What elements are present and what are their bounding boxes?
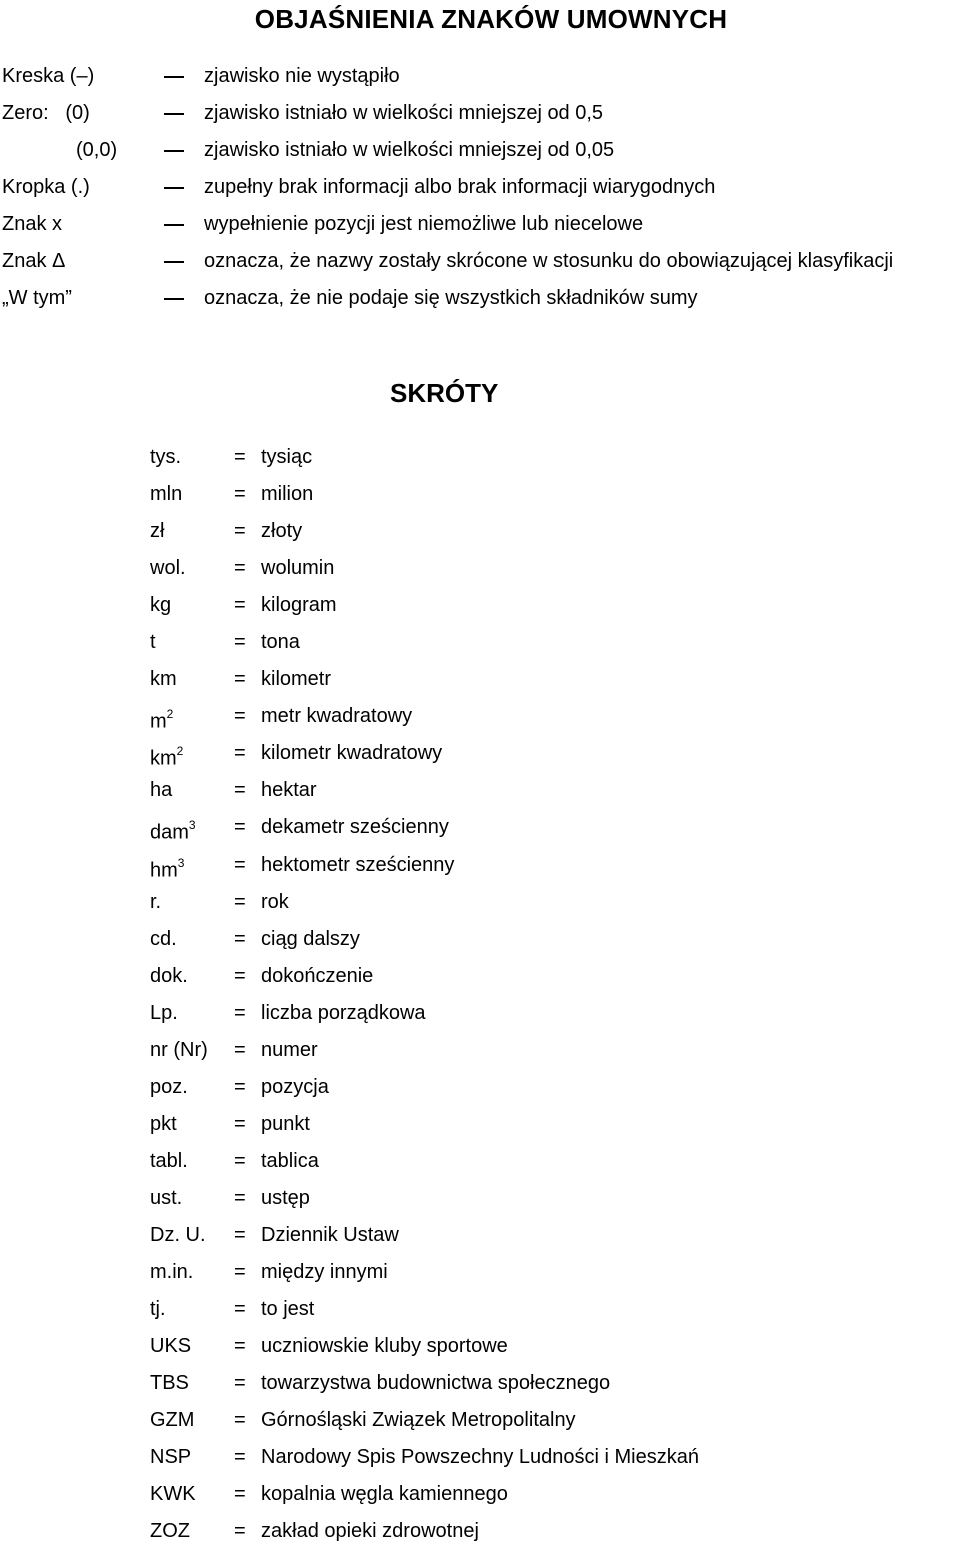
dash-separator	[164, 298, 184, 300]
abbreviation-row	[0, 1069, 960, 1106]
equals-sign: =	[234, 1298, 246, 1321]
abbreviation-meaning: pozycja	[261, 1075, 329, 1098]
dash-separator	[164, 150, 184, 152]
symbol-row	[0, 169, 960, 206]
symbols-legend	[0, 58, 960, 317]
symbol-description: oznacza, że nie podaje się wszystkich składników sumy	[204, 287, 698, 309]
abbreviation-text: m	[150, 710, 167, 733]
abbreviation-text: cd.	[150, 927, 177, 950]
abbreviation-row	[0, 1328, 960, 1365]
dash-separator	[164, 113, 184, 115]
equals-sign: =	[234, 668, 246, 691]
abbreviation-text: Dz. U.	[150, 1223, 206, 1246]
abbreviation-row	[0, 624, 960, 661]
abbreviation-text: UKS	[150, 1335, 192, 1358]
abbreviation-exponent: 2	[166, 707, 174, 722]
abbreviation-term	[150, 995, 178, 1032]
abbreviation-term	[150, 661, 177, 698]
abbreviation-row	[0, 1476, 960, 1513]
abbreviation-term	[150, 1254, 193, 1291]
symbol-term: Zero: (0)	[2, 102, 90, 124]
abbreviation-row	[0, 587, 960, 624]
abbreviation-text: TBS	[150, 1372, 189, 1395]
equals-sign: =	[234, 742, 246, 765]
equals-sign: =	[234, 1261, 246, 1284]
abbreviation-text: t	[150, 631, 156, 654]
abbreviation-meaning: liczba porządkowa	[261, 1001, 426, 1024]
symbol-term: (0,0)	[76, 139, 118, 161]
equals-sign: =	[234, 1335, 246, 1358]
abbreviations-heading: SKRÓTY	[390, 378, 499, 408]
abbreviation-text: tys.	[150, 446, 182, 468]
abbreviation-text: km	[150, 748, 177, 771]
abbreviation-meaning: metr kwadratowy	[261, 705, 413, 728]
abbreviation-text: hm	[150, 859, 178, 882]
abbreviation-row	[0, 476, 960, 513]
abbreviation-row	[0, 1402, 960, 1439]
abbreviation-text: kg	[150, 594, 172, 617]
abbreviation-term	[150, 1032, 208, 1069]
abbreviation-term	[150, 921, 177, 958]
abbreviation-text: m.in.	[150, 1261, 194, 1284]
abbreviation-row	[0, 1143, 960, 1180]
equals-sign: =	[234, 1075, 246, 1098]
abbreviation-row	[0, 1106, 960, 1143]
abbreviation-term	[150, 1328, 191, 1365]
equals-sign: =	[234, 1001, 246, 1024]
equals-sign: =	[234, 1038, 246, 1061]
abbreviation-text: mln	[150, 483, 183, 506]
equals-sign: =	[234, 1446, 246, 1469]
abbreviation-text: wol.	[150, 557, 186, 580]
abbreviation-meaning: wolumin	[261, 557, 335, 580]
abbreviation-meaning: ciąg dalszy	[261, 927, 360, 950]
abbreviation-meaning: Narodowy Spis Powszechny Ludności i Mieszkań	[261, 1446, 699, 1469]
abbreviation-text: km	[150, 668, 177, 691]
abbreviation-meaning: tona	[261, 631, 300, 654]
dash-separator	[164, 261, 184, 263]
symbol-row	[0, 95, 960, 132]
abbreviation-row	[0, 439, 960, 476]
equals-sign: =	[234, 594, 246, 617]
equals-sign: =	[234, 705, 246, 728]
abbreviation-row	[0, 809, 960, 846]
abbreviation-meaning: numer	[261, 1038, 318, 1061]
abbreviation-meaning: kilometr kwadratowy	[261, 742, 443, 765]
abbreviation-meaning: hektometr sześcienny	[261, 853, 455, 876]
abbreviation-row	[0, 698, 960, 735]
equals-sign: =	[234, 631, 246, 654]
abbreviation-term	[150, 1402, 194, 1439]
abbreviation-meaning: uczniowskie kluby sportowe	[261, 1335, 508, 1358]
page-title: OBJAŚNIENIA ZNAKÓW UMOWNYCH	[254, 4, 728, 34]
abbreviation-row	[0, 1217, 960, 1254]
equals-sign: =	[234, 1409, 246, 1432]
symbol-row	[0, 280, 960, 317]
abbreviation-row	[0, 995, 960, 1032]
abbreviation-text: ust.	[150, 1186, 183, 1209]
abbreviation-text: GZM	[150, 1409, 195, 1432]
abbreviation-text: poz.	[150, 1075, 188, 1098]
abbreviation-row	[0, 958, 960, 995]
abbreviation-text: tabl.	[150, 1149, 188, 1172]
dash-separator	[164, 187, 184, 189]
dash-separator	[164, 76, 184, 78]
equals-sign: =	[234, 1520, 246, 1543]
equals-sign: =	[234, 1372, 246, 1395]
symbol-row	[0, 58, 960, 95]
abbreviation-text: dam	[150, 822, 189, 845]
abbreviation-row	[0, 735, 960, 772]
abbreviation-text: zł	[150, 520, 165, 543]
abbreviation-meaning: tablica	[261, 1149, 319, 1172]
abbreviation-term	[150, 624, 156, 661]
dash-separator	[164, 224, 184, 226]
equals-sign: =	[234, 483, 246, 506]
abbreviation-term	[150, 1069, 188, 1106]
equals-sign: =	[234, 816, 246, 839]
abbreviation-term	[150, 1106, 177, 1143]
abbreviation-meaning: Dziennik Ustaw	[261, 1223, 399, 1246]
abbreviations-list	[0, 439, 960, 1550]
equals-sign: =	[234, 1149, 246, 1172]
abbreviation-row	[0, 921, 960, 958]
abbreviation-exponent: 2	[176, 744, 184, 759]
abbreviation-term	[150, 439, 181, 476]
abbreviation-term	[150, 884, 161, 921]
abbreviation-term	[150, 1439, 191, 1476]
equals-sign: =	[234, 779, 246, 802]
abbreviation-meaning: złoty	[261, 520, 303, 543]
symbol-description: oznacza, że nazwy zostały skrócone w stosunku do obowiązującej klasyfikacji	[204, 250, 894, 272]
symbol-description: zupełny brak informacji albo brak informacji wiarygodnych	[204, 176, 716, 198]
abbreviation-row	[0, 1291, 960, 1328]
equals-sign: =	[234, 520, 246, 543]
abbreviation-term	[150, 772, 172, 809]
symbol-description: zjawisko nie wystąpiło	[204, 65, 400, 87]
abbreviation-exponent: 3	[188, 818, 196, 833]
abbreviation-term	[150, 1217, 206, 1254]
symbol-row	[0, 206, 960, 243]
equals-sign: =	[234, 1112, 246, 1135]
equals-sign: =	[234, 927, 246, 950]
abbreviation-text: ZOZ	[150, 1520, 190, 1543]
abbreviation-meaning: kilogram	[261, 594, 337, 617]
abbreviation-meaning: dokończenie	[261, 964, 374, 987]
abbreviation-term	[150, 550, 186, 587]
abbreviation-meaning: Górnośląski Związek Metropolitalny	[261, 1409, 576, 1432]
abbreviation-text: NSP	[150, 1446, 192, 1469]
abbreviation-meaning: ustęp	[261, 1186, 310, 1209]
abbreviation-term	[150, 1365, 189, 1402]
abbreviation-row	[0, 772, 960, 809]
abbreviation-row	[0, 847, 960, 884]
abbreviation-meaning: to jest	[261, 1298, 315, 1321]
symbol-term: Kreska (–)	[2, 65, 95, 87]
symbol-description: zjawisko istniało w wielkości mniejszej od 0,05	[204, 139, 615, 161]
equals-sign: =	[234, 1186, 246, 1209]
abbreviation-text: nr (Nr)	[150, 1038, 208, 1061]
equals-sign: =	[234, 446, 246, 468]
abbreviation-text: dok.	[150, 964, 188, 987]
equals-sign: =	[234, 1483, 246, 1506]
symbol-term: „W tym”	[2, 287, 72, 309]
abbreviation-text: ha	[150, 779, 173, 802]
abbreviation-text: KWK	[150, 1483, 196, 1506]
abbreviation-row	[0, 1439, 960, 1476]
symbol-row	[0, 132, 960, 169]
abbreviation-text: tj.	[150, 1298, 166, 1321]
equals-sign: =	[234, 1223, 246, 1246]
symbol-term: Kropka (.)	[2, 176, 90, 198]
abbreviation-meaning: tysiąc	[261, 446, 313, 468]
abbreviation-meaning: między innymi	[261, 1261, 388, 1284]
abbreviation-meaning: towarzystwa budownictwa społecznego	[261, 1372, 611, 1395]
abbreviation-term	[150, 958, 188, 995]
abbreviation-meaning: zakład opieki zdrowotnej	[261, 1520, 479, 1543]
abbreviation-term	[150, 1476, 196, 1513]
abbreviation-row	[0, 1365, 960, 1402]
symbol-description: wypełnienie pozycji jest niemożliwe lub niecelowe	[204, 213, 644, 235]
abbreviation-term	[150, 1143, 188, 1180]
abbreviation-row	[0, 884, 960, 921]
equals-sign: =	[234, 890, 246, 913]
abbreviation-meaning: punkt	[261, 1112, 310, 1135]
abbreviation-row	[0, 1254, 960, 1291]
abbreviation-text: pkt	[150, 1112, 177, 1135]
equals-sign: =	[234, 853, 246, 876]
abbreviation-row	[0, 550, 960, 587]
abbreviation-text: r.	[150, 890, 162, 913]
abbreviation-row	[0, 1180, 960, 1217]
equals-sign: =	[234, 964, 246, 987]
abbreviation-term	[150, 587, 171, 624]
abbreviation-row	[0, 661, 960, 698]
symbol-description: zjawisko istniało w wielkości mniejszej od 0,5	[204, 102, 604, 124]
abbreviation-meaning: rok	[261, 890, 289, 913]
abbreviation-term	[150, 513, 164, 550]
abbreviation-text: Lp.	[150, 1001, 178, 1024]
abbreviation-row	[0, 513, 960, 550]
abbreviation-exponent: 3	[177, 855, 185, 870]
abbreviation-term	[150, 1291, 166, 1328]
abbreviation-row	[0, 1032, 960, 1069]
symbol-term: Znak x	[2, 213, 63, 235]
abbreviation-meaning: kilometr	[261, 668, 332, 691]
abbreviation-term	[150, 1180, 182, 1217]
symbol-term: Znak Δ	[2, 250, 66, 272]
symbol-row	[0, 243, 960, 280]
equals-sign: =	[234, 557, 246, 580]
abbreviation-meaning: milion	[261, 483, 314, 506]
abbreviation-meaning: kopalnia węgla kamiennego	[261, 1483, 508, 1506]
abbreviation-term	[150, 476, 182, 513]
abbreviation-meaning: hektar	[261, 779, 317, 802]
abbreviation-meaning: dekametr sześcienny	[261, 816, 449, 839]
